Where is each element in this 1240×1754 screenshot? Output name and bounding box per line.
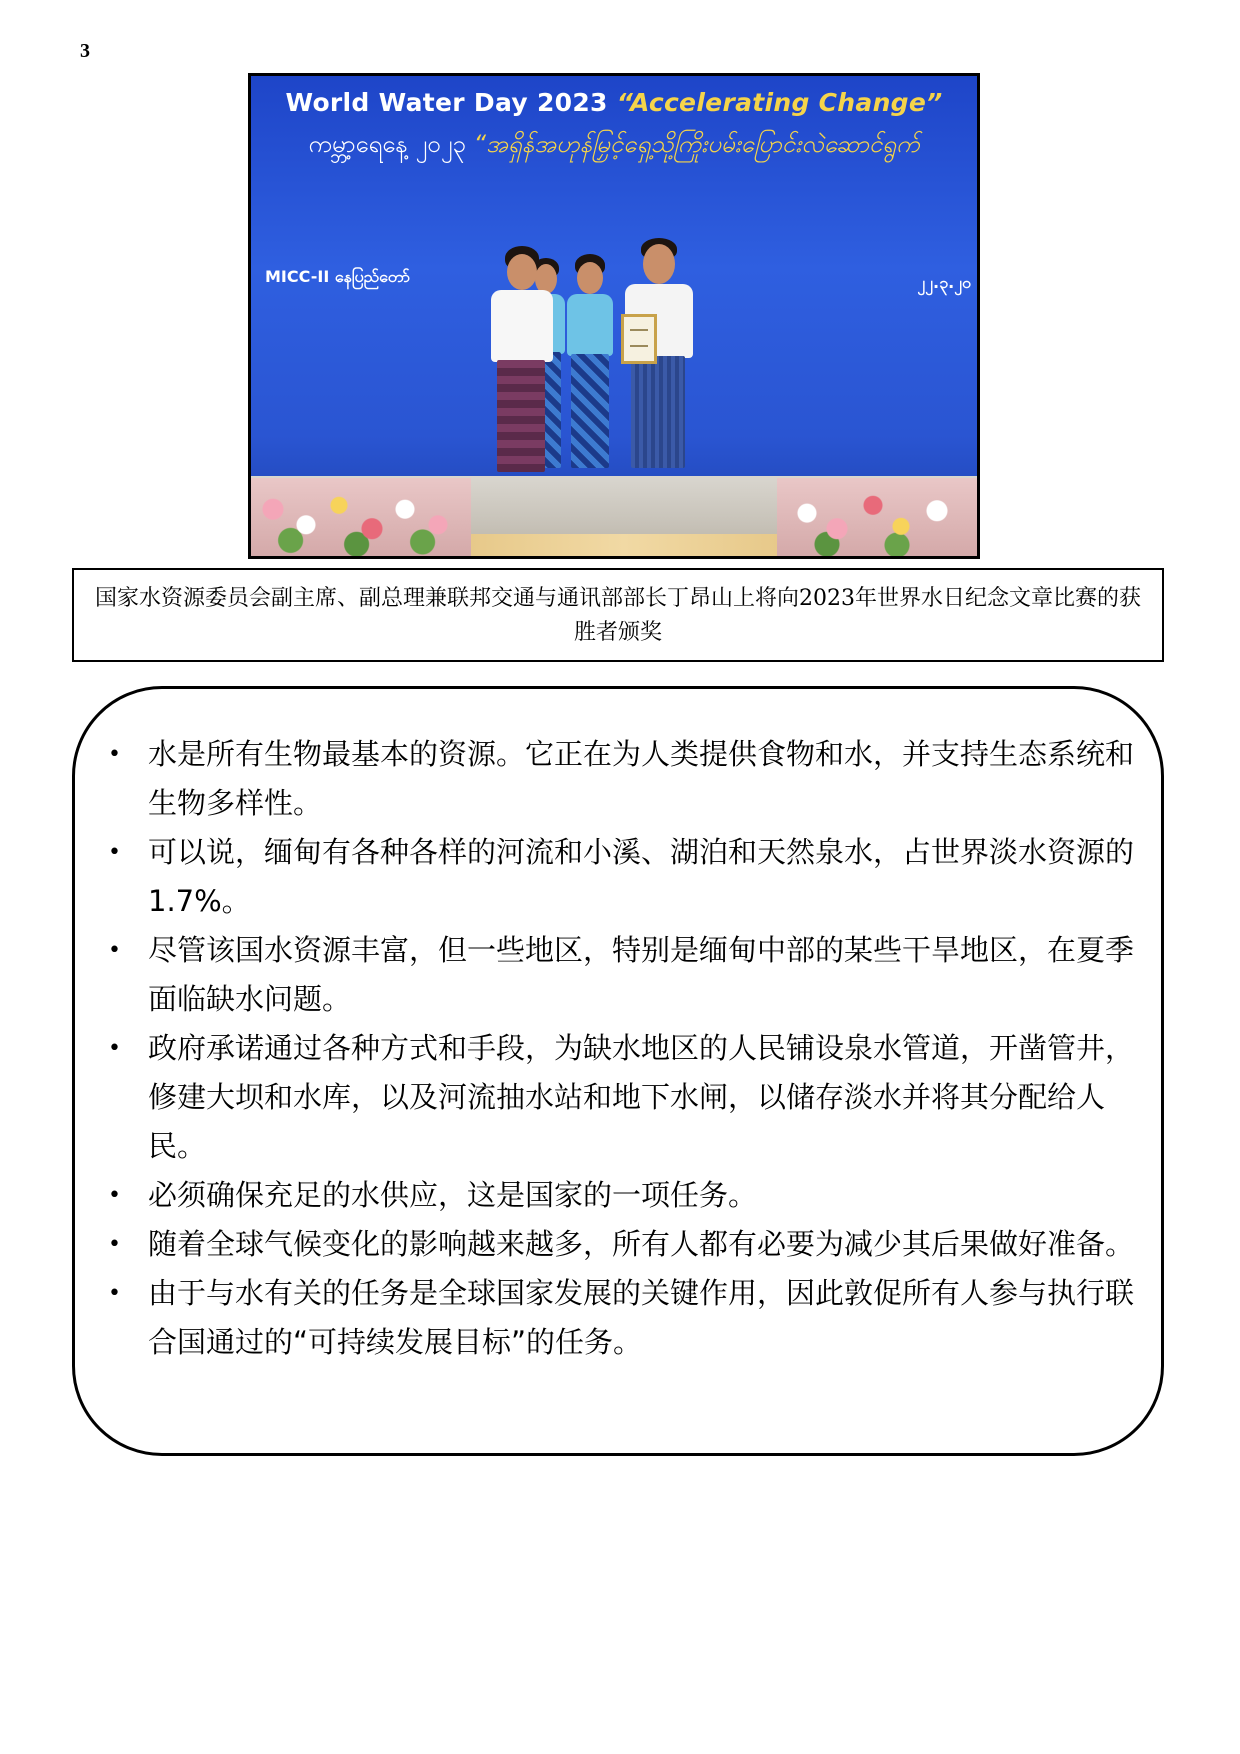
bullet-icon: • <box>108 840 121 865</box>
point-text: 可以说，缅甸有各种各样的河流和小溪、湖泊和天然泉水，占世界淡水资源的1.7%。 <box>148 835 1135 918</box>
stage-flowers-center <box>471 534 777 556</box>
list-item <box>100 1171 1140 1220</box>
bullet-icon: • <box>108 742 121 767</box>
banner-subtitle <box>251 128 977 164</box>
point-text: 水是所有生物最基本的资源。它正在为人类提供食物和水，并支持生态系统和生物多样性。 <box>148 737 1135 820</box>
banner-sub-prefix: ကမ္ဘာ့ရေနေ့ ၂၀၂၃ <box>308 130 466 158</box>
point-text: 随着全球气候变化的影响越来越多，所有人都有必要为减少其后果做好准备。 <box>148 1227 1135 1261</box>
award-winner-figure <box>487 246 557 476</box>
flower-arrangement-left <box>251 478 471 556</box>
bullet-icon: • <box>108 938 121 963</box>
point-text: 必须确保充足的水供应，这是国家的一项任务。 <box>148 1178 758 1212</box>
bullet-icon: • <box>108 1232 121 1257</box>
page-number: 3 <box>80 40 90 62</box>
list-item <box>100 730 1140 828</box>
list-item <box>100 926 1140 1024</box>
banner-title-text: World Water Day 2023 <box>285 88 608 117</box>
photo-caption: 国家水资源委员会副主席、副总理兼联邦交通与通讯部部长丁昂山上将向2023年世界水日纪念文章比赛的获胜者颁奖 <box>72 568 1164 662</box>
list-item <box>100 1024 1140 1171</box>
banner-tagline: “Accelerating Change” <box>616 88 943 117</box>
point-text: 由于与水有关的任务是全球国家发展的关键作用，因此敦促所有人参与执行联合国通过的“可持续发展目标”的任务。 <box>148 1276 1135 1359</box>
award-certificate <box>621 314 657 364</box>
event-date-label: ၂၂.၃.၂၀ <box>917 273 971 292</box>
attendant-figure-right <box>563 254 617 472</box>
bullet-icon: • <box>108 1281 121 1306</box>
key-points-list <box>100 730 1140 1367</box>
list-item <box>100 1269 1140 1367</box>
point-text: 政府承诺通过各种方式和手段，为缺水地区的人民铺设泉水管道，开凿管井，修建大坝和水库，以及河流抽水站和地下水闸，以储存淡水并将其分配给人民。 <box>148 1031 1135 1163</box>
list-item <box>100 828 1140 926</box>
banner-title <box>251 88 977 117</box>
point-text: 尽管该国水资源丰富，但一些地区，特别是缅甸中部的某些干旱地区，在夏季面临缺水问题。 <box>148 933 1135 1016</box>
banner-sub-slogan: “အရှိန်အဟုန်မြှင့်ရှေ့သို့ကြိုးပမ်းပြောင်းလဲဆောင်ရွက် <box>473 130 920 158</box>
bullet-icon: • <box>108 1183 121 1208</box>
venue-label: MICC-II နေပြည်တော် <box>265 267 410 286</box>
bullet-icon: • <box>108 1036 121 1061</box>
flower-arrangement-right <box>777 478 977 556</box>
award-ceremony-photo <box>248 73 980 559</box>
list-item <box>100 1220 1140 1269</box>
